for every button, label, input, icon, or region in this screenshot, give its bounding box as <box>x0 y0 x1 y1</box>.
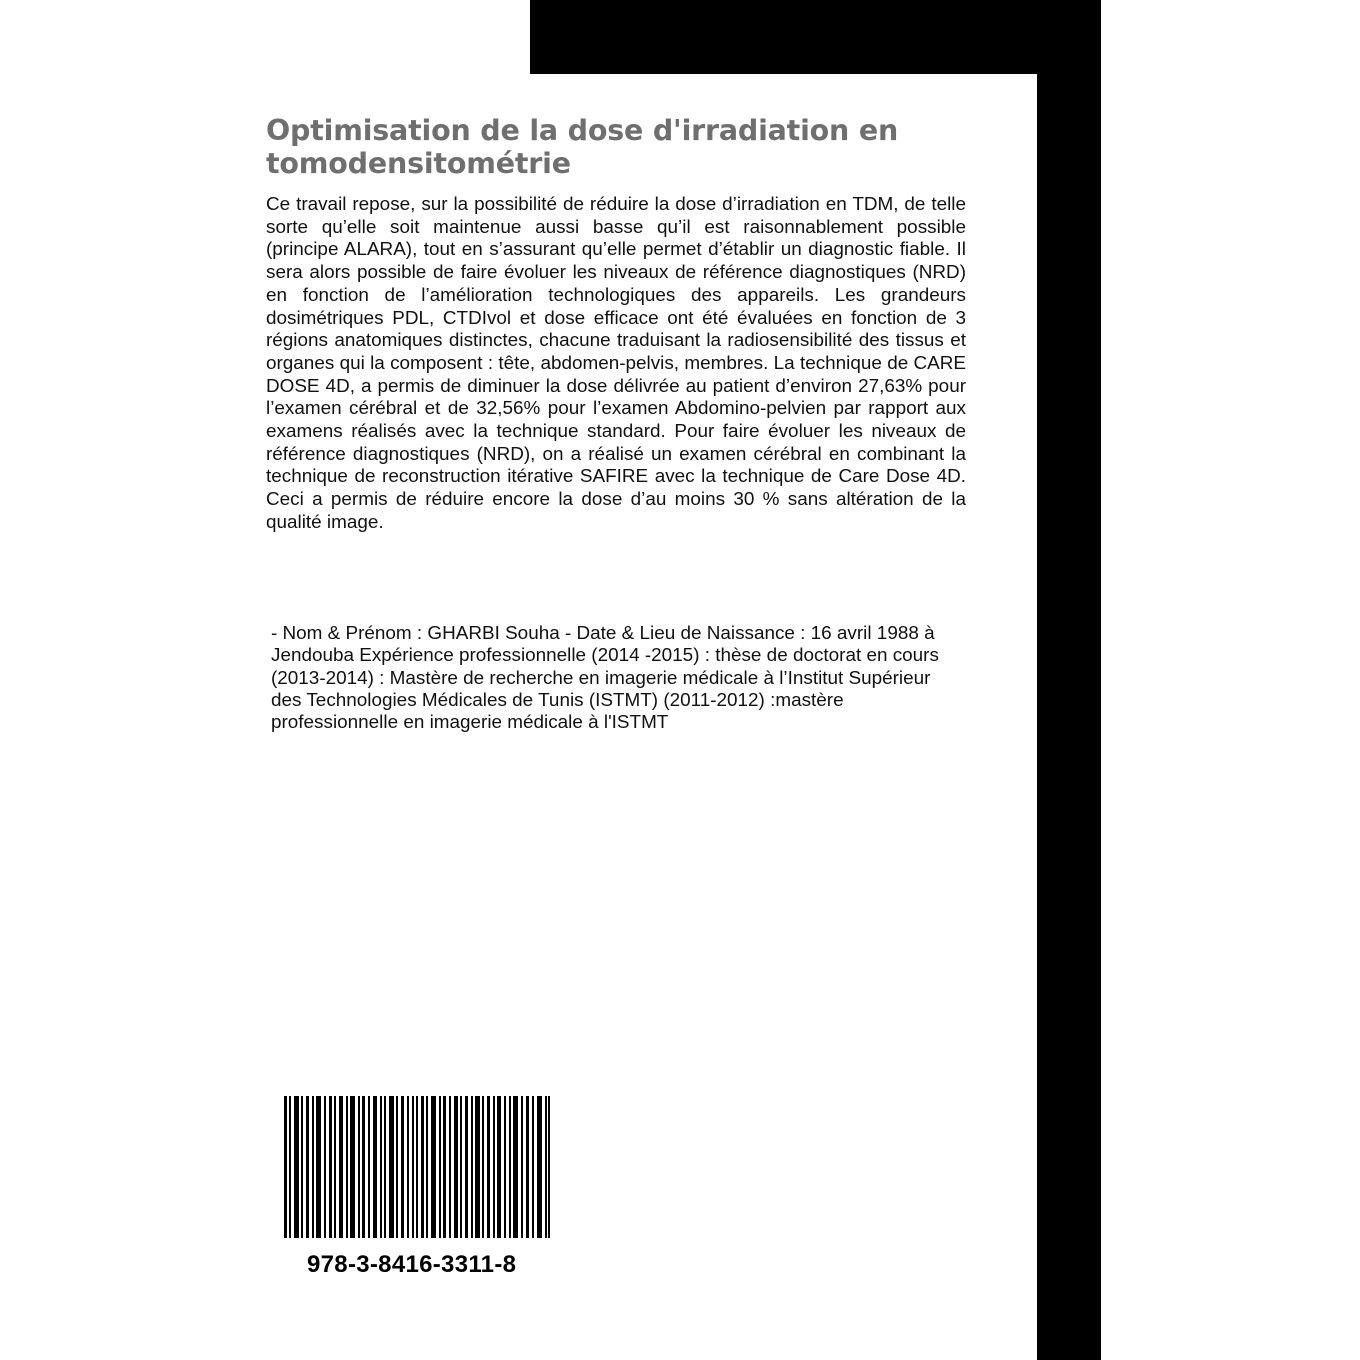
book-abstract: Ce travail repose, sur la possibilité de réduire la dose d’irradiation en TDM, de telle sorte qu’elle soit maintenue aussi basse qu’il est raisonnablement possible (principe ALARA), tout en s’assurant qu’elle permet d’établir un diagnostic fiable. Il sera alors possible de faire évoluer les niveaux de référence diagnostiques (NRD) en fonction de l’amélioration technologiques des appareils. Les grandeurs dosimétriques PDL, CTDIvol et dose efficace ont été évaluées en fonction de 3 régions anatomiques distinctes, chacune traduisant la radiosensibilité des tissus et organes qui la composent : tête, abdomen-pelvis, membres. La technique de CARE DOSE 4D, a permis de diminuer la dose délivrée au patient d’environ 27,63% pour l’examen cérébral et de 32,56% pour l’examen Abdomino-pelvien par rapport aux examens réalisés avec la technique standard. Pour faire évoluer les niveaux de référence diagnostiques (NRD), on a réalisé un examen cérébral en combinant la technique de reconstruction itérative SAFIRE avec la technique de Care Dose 4D. Ceci a permis de réduire encore la dose d’au moins 30 % sans altération de la qualité image. <box>266 194 966 533</box>
isbn-number: 978-3-8416-3311-8 <box>307 1251 517 1278</box>
black-corner-block-top <box>530 0 1101 74</box>
black-spine-block-right <box>1037 0 1101 1360</box>
isbn-barcode <box>284 1096 550 1238</box>
book-title: Optimisation de la dose d'irradiation en tomodensitométrie <box>266 114 899 180</box>
author-biography: - Nom & Prénom : GHARBI Souha - Date & Lieu de Naissance : 16 avril 1988 à Jendouba Expérience professionnelle (2014 -2015) : thèse de doctorat en cours (2013-2014) : Mastère de recherche en imagerie médicale à l’Institut Supérieur des Technologies Médicales de Tunis (ISTMT) (2011-2012) :mastère professionnelle en imagerie médicale à l'ISTMT <box>271 623 939 734</box>
